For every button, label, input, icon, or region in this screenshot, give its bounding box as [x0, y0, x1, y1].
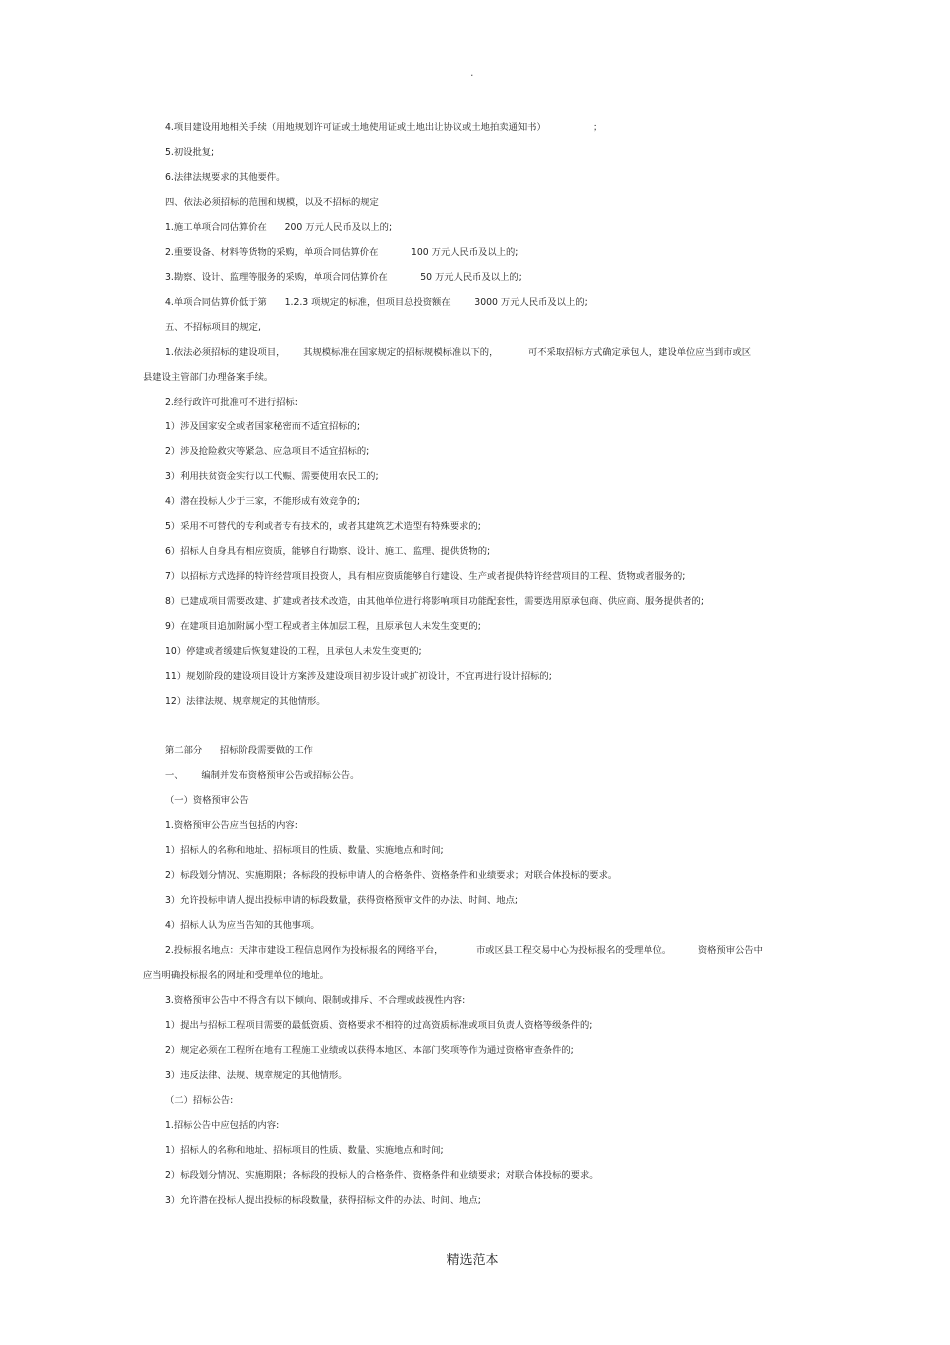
subsection-heading: （二）招标公告: — [165, 1095, 234, 1106]
text-line: 4.单项合同估算价低于第 1.2.3 项规定的标准，但项目总投资额在 3000 万元人民币及以上的; — [165, 297, 588, 308]
list-item: 1）招标人的名称和地址、招标项目的性质、数量、实施地点和时间; — [165, 845, 444, 856]
section-heading: 五、不招标项目的规定, — [165, 322, 261, 333]
list-item: 12）法律法规、规章规定的其他情形。 — [165, 696, 326, 707]
list-item: 1）招标人的名称和地址、招标项目的性质、数量、实施地点和时间; — [165, 1145, 444, 1156]
list-item: 5）采用不可替代的专利或者专有技术的，或者其建筑艺术造型有特殊要求的; — [165, 521, 481, 532]
list-item: 2）标段划分情况、实施期限；各标段的投标人的合格条件、资格条件和业绩要求；对联合体投标的要求。 — [165, 1170, 599, 1181]
list-item: 2）规定必须在工程所在地有工程施工业绩或以获得本地区、本部门奖项等作为通过资格审查条件的; — [165, 1045, 574, 1056]
list-item: 4）潜在投标人少于三家，不能形成有效竞争的; — [165, 496, 360, 507]
text-line: 1.招标公告中应包括的内容: — [165, 1120, 280, 1131]
list-item: 4）招标人认为应当告知的其他事项。 — [165, 920, 320, 931]
list-item: 3）违反法律、法规、规章规定的其他情形。 — [165, 1070, 348, 1081]
section-heading: 一、 编制并发布资格预审公告或招标公告。 — [165, 770, 360, 781]
list-item: 8）已建成项目需要改建、扩建或者技术改造，由其他单位进行将影响项目功能配套性，需要选用原承包商、供应商、服务提供者的; — [165, 596, 704, 607]
page-footer: 精选范本 — [446, 1253, 499, 1268]
list-item: 3）允许投标申请人提出投标申请的标段数量，获得资格预审文件的办法、时间、地点; — [165, 895, 519, 906]
text-line: 4.项目建设用地相关手续（用地规划许可证或土地使用证或土地出让协议或土地拍卖通知书） ； — [165, 122, 603, 133]
text-line: 3.资格预审公告中不得含有以下倾向、限制或排斥、不合理或歧视性内容: — [165, 995, 466, 1006]
header-mark: . — [470, 66, 474, 79]
text-line: 2.重要设备、材料等货物的采购，单项合同估算价在 100 万元人民币及以上的; — [165, 247, 519, 258]
text-line: 6.法律法规要求的其他要件。 — [165, 172, 286, 183]
list-item: 1）提出与招标工程项目需要的最低资质、资格要求不相符的过高资质标准或项目负责人资格等级条件的; — [165, 1020, 593, 1031]
list-item: 2）涉及抢险救灾等紧急、应急项目不适宜招标的; — [165, 446, 370, 457]
text-line: 1.依法必须招标的建设项目， 其规模标准在国家规定的招标规模标准以下的， 可不采取招标方式确定承包人，建设单位应当到市或区 — [165, 347, 752, 358]
list-item: 2）标段划分情况、实施期限；各标段的投标申请人的合格条件、资格条件和业绩要求；对联合体投标的要求。 — [165, 870, 618, 881]
list-item: 1）涉及国家安全或者国家秘密而不适宜招标的; — [165, 421, 360, 432]
list-item: 7）以招标方式选择的特许经营项目投资人，具有相应资质能够自行建设、生产或者提供特许经营项目的工程、货物或者服务的; — [165, 571, 686, 582]
list-item: 3）允许潜在投标人提出投标的标段数量，获得招标文件的办法、时间、地点; — [165, 1195, 481, 1206]
list-item: 6）招标人自身具有相应资质，能够自行勘察、设计、施工、监理、提供货物的; — [165, 546, 491, 557]
text-line-continuation: 县建设主管部门办理备案手续。 — [143, 372, 274, 383]
section-heading: 四、依法必须招标的范围和规模，以及不招标的规定 — [165, 197, 379, 208]
list-item: 9）在建项目追加附属小型工程或者主体加层工程，且原承包人未发生变更的; — [165, 621, 481, 632]
text-line: 2.经行政许可批准可不进行招标: — [165, 397, 298, 408]
text-line: 2.投标报名地点：天津市建设工程信息网作为投标报名的网络平台， 市或区县工程交易中心为投标报名的受理单位。 资格预审公告中 — [165, 945, 763, 956]
text-line-continuation: 应当明确投标报名的网址和受理单位的地址。 — [143, 970, 329, 981]
text-line: 1.施工单项合同估算价在 200 万元人民币及以上的; — [165, 222, 393, 233]
text-line: 3.勘察、设计、监理等服务的采购，单项合同估算价在 50 万元人民币及以上的; — [165, 272, 522, 283]
text-line: 1.资格预审公告应当包括的内容: — [165, 820, 298, 831]
part-heading: 第二部分 招标阶段需要做的工作 — [165, 745, 313, 756]
text-line: 5.初设批复; — [165, 147, 215, 158]
subsection-heading: （一）资格预审公告 — [165, 795, 249, 806]
list-item: 3）利用扶贫资金实行以工代赈、需要使用农民工的; — [165, 471, 379, 482]
list-item: 11）规划阶段的建设项目设计方案涉及建设项目初步设计或扩初设计，不宜再进行设计招标的; — [165, 671, 552, 682]
list-item: 10）停建或者缓建后恢复建设的工程，且承包人未发生变更的; — [165, 646, 422, 657]
